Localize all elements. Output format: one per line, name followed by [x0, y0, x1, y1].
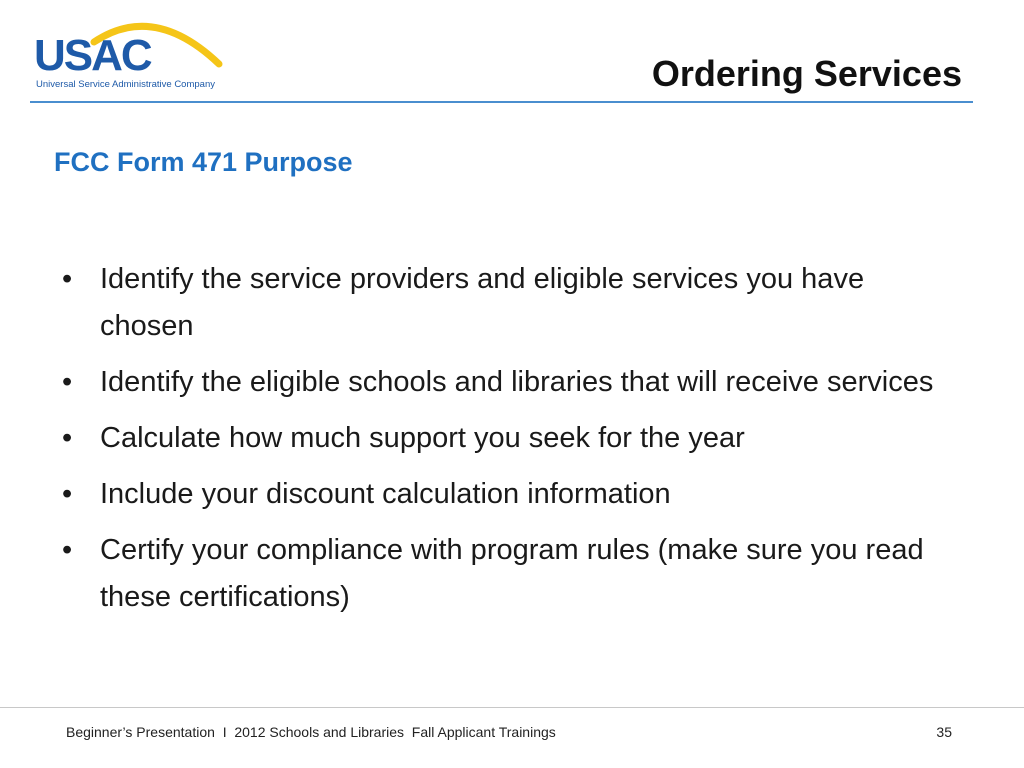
bullet-text: Include your discount calculation information — [100, 478, 671, 510]
slide-title: Ordering Services — [651, 53, 962, 94]
bullet-icon: • — [62, 366, 73, 398]
bullet-text: Identify the service providers and eligible services you have chosen — [100, 263, 865, 342]
bullet-text: Certify your compliance with program rules (make sure you read these certifications) — [100, 534, 924, 613]
bullet-text: Calculate how much support you seek for the year — [100, 422, 745, 454]
bullet-item — [60, 359, 940, 406]
footer-text: Beginner’s Presentation I 2012 Schools and Libraries Fall Applicant Trainings — [66, 724, 556, 740]
logo-tagline: Universal Service Administrative Company — [36, 79, 215, 90]
usac-logo — [34, 12, 234, 92]
bullet-icon: • — [62, 478, 73, 510]
logo-wordmark: USAC — [34, 31, 151, 80]
page-number: 35 — [936, 724, 952, 740]
bullet-list — [60, 256, 940, 630]
bullet-icon: • — [62, 422, 73, 454]
bullet-item — [60, 527, 940, 621]
bullet-icon: • — [62, 534, 73, 566]
slide-subtitle: FCC Form 471 Purpose — [54, 147, 353, 177]
footer-divider — [0, 707, 1024, 708]
bullet-item — [60, 256, 940, 350]
title-divider — [30, 101, 973, 103]
bullet-icon: • — [62, 263, 73, 295]
bullet-item — [60, 415, 940, 462]
bullet-item — [60, 471, 940, 518]
bullet-text: Identify the eligible schools and libraries that will receive services — [100, 366, 934, 398]
